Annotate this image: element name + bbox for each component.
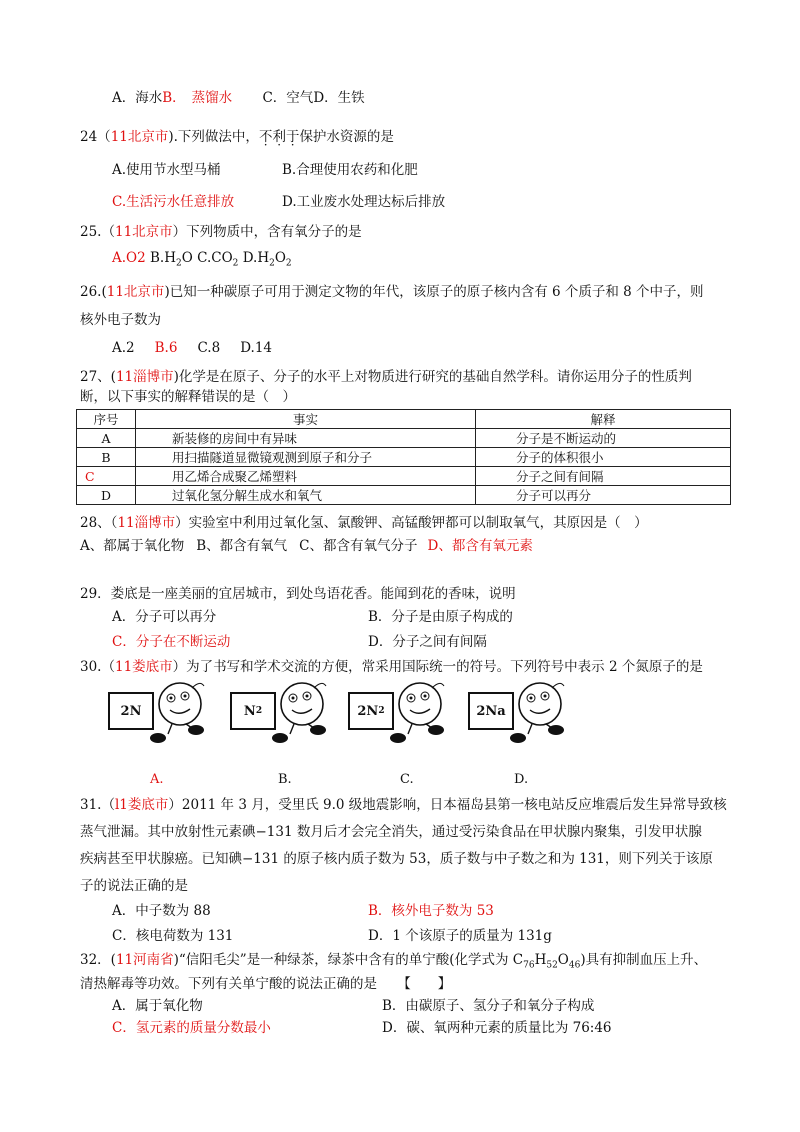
symbol-box: 2Na (468, 692, 514, 730)
q29-option-a: A．分子可以再分 (112, 609, 217, 625)
q29-option-c: C．分子在不断运动 (112, 634, 231, 650)
molecule-card-a (108, 680, 218, 754)
table-row: B 用扫描隧道显微镜观测到原子和分子 分子的体积很小 (77, 448, 731, 467)
q26-stem-2: 核外电子数为 (80, 312, 161, 328)
q24-option-b: B.合理使用农药和化肥 (282, 162, 418, 178)
q32-option-d: D．碳、氧两种元素的质量比为 76:46 (382, 1020, 612, 1036)
q28-options: A、都属于氧化物 B、都含有氧气 C、都含有氧气分子 D、都含有氧元素 (80, 538, 533, 554)
symbol-box: N 2 (230, 692, 276, 730)
q31-option-c: C．核电荷数为 131 (112, 928, 234, 944)
q31-option-d: D．1 个该原子的质量为 131g (368, 928, 552, 944)
q30-label-c: C. (400, 772, 414, 787)
q32-option-b: B．由碳原子、氢分子和氧分子构成 (382, 998, 595, 1014)
table-row: D 过氧化氢分解生成水和氧气 分子可以再分 (77, 486, 731, 505)
header-id: 序号 (77, 410, 136, 429)
q24-option-d: D.工业废水处理达标后排放 (282, 194, 446, 210)
header-reason: 解释 (476, 410, 731, 429)
table-row: A 新装修的房间中有异味 分子是不断运动的 (77, 429, 731, 448)
q30-stem: 30.（11娄底市）为了书写和学术交流的方便，常采用国际统一的符号。下列符号中表示 2 个氮原子的是 (80, 659, 703, 675)
q24-emphasis: 不利于 (258, 129, 300, 145)
molecule-card-d (468, 680, 578, 754)
q27-stem-2: 断，以下事实的解释错误的是（ ） (80, 389, 296, 405)
q24-option-a: A.使用节水型马桶 (112, 162, 221, 178)
q24-option-c: C.生活污水任意排放 (112, 194, 235, 210)
q31-option-a: A．中子数为 88 (112, 903, 211, 919)
q30-label-b: B. (278, 772, 292, 787)
q31-option-b: B．核外电子数为 53 (368, 903, 494, 919)
q31-line-3: 疾病甚至甲状腺癌。已知碘−131 的原子核内质子数为 53，质子数与中子数之和为 131，则下列关于该原 (80, 851, 713, 867)
q26-options: A.2 B.6 C.8 D.14 (112, 340, 272, 356)
q29-option-d: D．分子之间有间隔 (368, 634, 487, 650)
symbol-box: 2N 2 (348, 692, 394, 730)
q31-line-2: 蒸气泄漏。其中放射性元素碘−131 数月后才会完全消失，通过受污染食品在甲状腺内聚集，引发甲状腺 (80, 824, 702, 840)
table-header-row (77, 410, 731, 429)
q29-stem: 29．娄底是一座美丽的宜居城市，到处鸟语花香。能闻到花的香味，说明 (80, 586, 516, 602)
q32-stem: 32．(11河南省)“信阳毛尖”是一种绿茶，绿茶中含有的单宁酸(化学式为 $C_{76}H_{52}O_{46}$)具有抑制血压上升、 (80, 952, 708, 971)
q32-line-2: 清热解毒等功效。下列有关单宁酸的说法正确的是 【 】 (80, 976, 452, 992)
q25-stem: 25.（11北京市）下列物质中，含有氧分子的是 (80, 224, 362, 240)
q25-options: A.O2 $B.H_2O$ $C.CO_2$ $D.H_2O_2$ (112, 250, 292, 269)
symbol-box: 2N (108, 692, 154, 730)
q32-option-a: A．属于氧化物 (112, 998, 203, 1014)
q29-option-b: B．分子是由原子构成的 (368, 609, 513, 625)
table-row: C 用乙烯合成聚乙烯塑料 分子之间有间隔 (77, 467, 731, 486)
q27-stem: 27、(11淄博市)化学是在原子、分子的水平上对物质进行研究的基础自然学科。请你运用分子的性质判 (80, 369, 692, 385)
header-fact: 事实 (136, 410, 476, 429)
q30-label-d: D. (514, 772, 529, 787)
q28-stem: 28、（11淄博市）实验室中利用过氧化氢、氯酸钾、高锰酸钾都可以制取氧气，其原因是（ ） (80, 515, 648, 531)
q30-label-a: A. (150, 772, 164, 787)
q31-line-4: 子的说法正确的是 (80, 878, 188, 894)
molecule-card-c (348, 680, 458, 754)
q31-stem: 31.（l1娄底市）2011 年 3 月，受里氏 9.0 级地震影响，日本福岛县第一核电站反应堆震后发生异常导致核 (80, 797, 727, 813)
q26-stem: 26.(11北京市)已知一种碳原子可用于测定文物的年代，该原子的原子核内含有 6 个质子和 8 个中子，则 (80, 284, 704, 300)
molecule-card-b (230, 680, 340, 754)
q24-stem: 24（11北京市).下列做法中，不利于保护水资源的是 (80, 129, 394, 145)
q23-options: A．海水B． 蒸馏水 C．空气D．生铁 (112, 90, 365, 106)
q32-option-c: C．氢元素的质量分数最小 (112, 1020, 271, 1036)
facts-table (76, 409, 731, 505)
